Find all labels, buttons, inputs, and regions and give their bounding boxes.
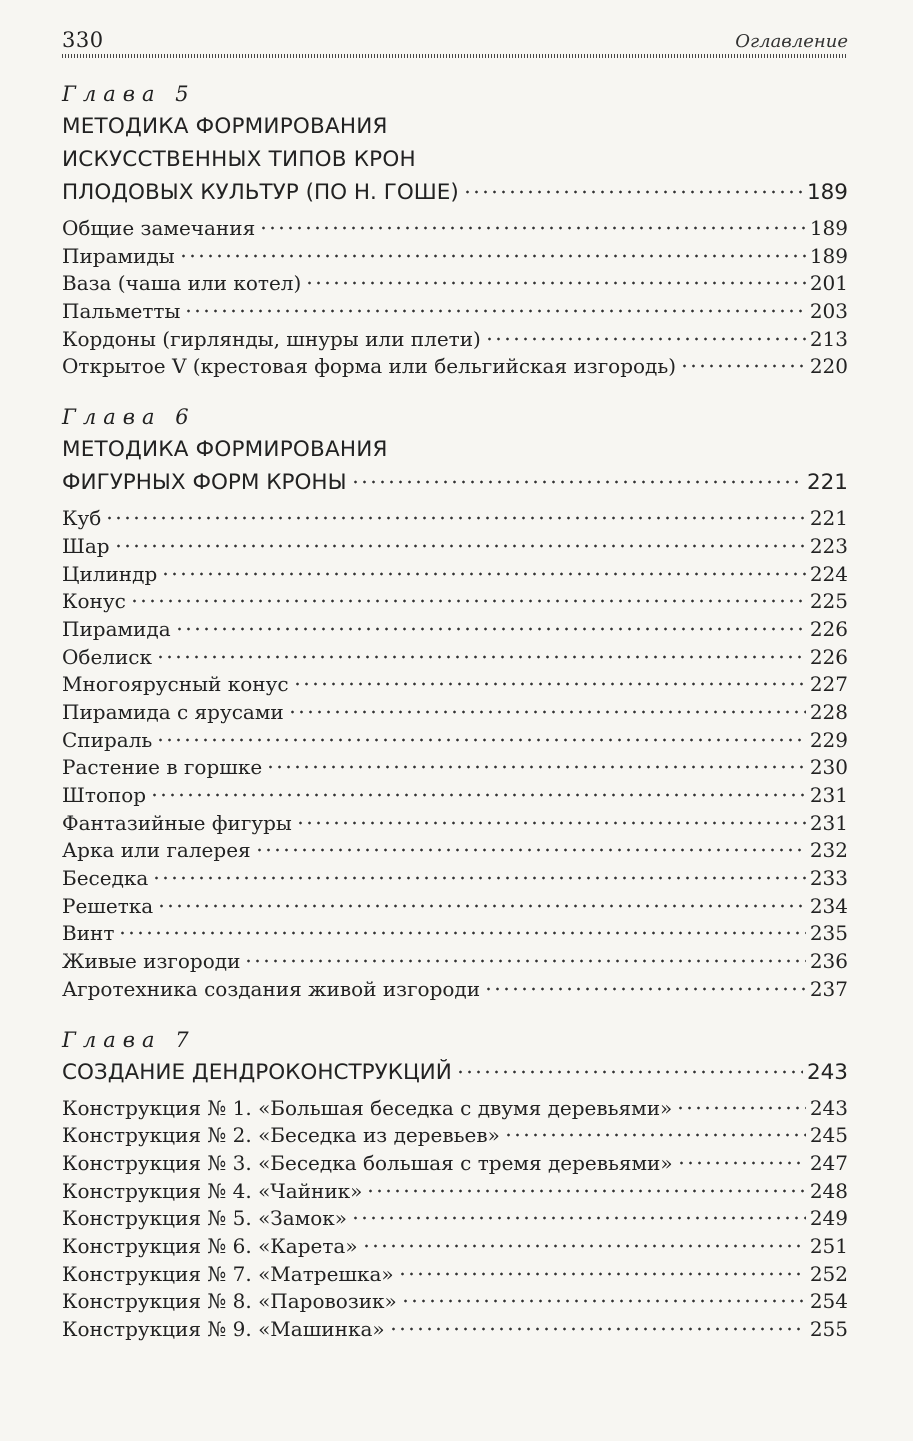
toc-entry[interactable] [62,1288,848,1316]
toc-entry-text: Решетка [62,893,154,918]
dot-leader [389,1326,806,1332]
toc-entry-text: Конструкция № 9. «Машинка» [62,1317,385,1341]
toc-entry[interactable] [62,754,848,782]
dot-leader [401,1298,806,1304]
toc-entry-text: Штопор [62,783,147,807]
dot-leader [266,764,806,770]
toc-entry-text: Спираль [62,727,153,752]
toc-entry-text: Общие замечания [62,216,256,240]
page-number: 330 [62,28,104,52]
chapter-section [62,78,848,381]
chapter-title-entry[interactable] [62,176,848,209]
toc-entry-text: Конструкция № 8. «Паровозик» [62,1289,397,1314]
toc-entry-text: Фантазийные фигуры [62,810,292,835]
dot-leader [161,571,806,577]
toc-entry-text: Агротехника создания живой изгороди [62,976,481,1001]
dot-leader [351,1215,806,1221]
page-ref: 231 [809,810,848,835]
page-ref: 228 [809,699,848,724]
chapter-label: Глава 7 [62,1027,196,1052]
toc-entry[interactable] [62,1261,848,1289]
page [62,18,848,1344]
toc-entry-text: Пирамида [62,616,171,641]
toc-entry[interactable] [62,948,848,976]
toc-entry-text: Пирамиды [62,243,175,268]
page-ref: 213 [809,326,848,351]
toc-entry[interactable] [62,893,848,921]
page-ref: 221 [809,506,848,531]
page-ref: 221 [806,470,848,496]
toc-entry-text: Конструкция № 7. «Матрешка» [62,1261,394,1286]
chapter-label: Глава 5 [62,82,196,106]
dot-leader [456,1069,803,1075]
chapter-title-line: МЕТОДИКА ФОРМИРОВАНИЯ [62,114,388,139]
dot-leader [362,1243,806,1249]
page-ref: 235 [809,921,848,946]
page-ref: 251 [809,1233,848,1258]
dot-leader [305,280,806,286]
toc-entry[interactable] [62,533,848,561]
page-ref: 226 [809,616,848,641]
page-ref: 189 [809,243,848,268]
dot-leader [152,875,806,881]
page-ref: 220 [809,354,848,379]
toc-entry[interactable] [62,920,848,948]
toc-entry-text: Пирамида с ярусами [62,699,284,724]
dot-leader [118,930,805,936]
page-ref: 247 [809,1150,848,1175]
toc-entry[interactable] [62,1205,848,1233]
toc-entry[interactable] [62,243,848,271]
page-ref: 243 [806,1059,848,1085]
chapter-title-line: МЕТОДИКА ФОРМИРОВАНИЯ [62,437,388,463]
toc-entry-text: Ваза (чаша или котел) [62,271,302,296]
page-ref: 224 [809,561,848,586]
toc-entry-text: Конструкция № 4. «Чайник» [62,1178,363,1203]
page-ref: 237 [809,976,848,1001]
toc-entry-text: Цилиндр [62,561,158,586]
page-header [62,18,848,52]
toc-entry[interactable] [62,616,848,644]
entry-list [62,505,848,1003]
entry-list [62,215,848,381]
page-ref: 255 [809,1317,848,1341]
toc-entry-text: Многоярусный конус [62,672,289,697]
toc-entry-text: Куб [62,506,102,531]
toc-entry[interactable] [62,699,848,727]
dot-leader [463,189,803,195]
dot-leader [175,626,806,632]
chapter-title-entry[interactable] [62,1056,848,1089]
toc-entry[interactable] [62,326,848,354]
toc-entry-text: Конструкция № 6. «Карета» [62,1233,358,1258]
page-ref: 203 [809,299,848,324]
page-ref: 189 [806,180,848,205]
dot-leader [156,737,806,743]
toc-entry[interactable] [62,671,848,699]
toc-entry-text: Конус [62,589,126,614]
dot-leader [293,681,806,687]
dot-leader [351,479,803,485]
table-of-contents [62,78,848,1344]
dot-leader [130,598,806,604]
chapter-label: Глава 6 [62,405,196,430]
dot-leader [680,363,806,369]
dot-leader [485,336,806,342]
dot-leader [184,308,805,314]
toc-entry-text: Конструкция № 5. «Замок» [62,1206,348,1231]
page-ref: 189 [809,216,848,240]
dot-leader [484,986,806,992]
chapter-section [62,401,848,1003]
toc-entry[interactable] [62,727,848,755]
chapter-title-text: ПЛОДОВЫХ КУЛЬТУР (ПО Н. ГОШЕ) [62,180,459,205]
toc-entry-text: Растение в горшке [62,755,263,780]
toc-entry-text: Конструкция № 3. «Беседка большая с тремя деревьями» [62,1150,673,1175]
page-ref: 229 [809,727,848,752]
chapter-title-line: ИСКУССТВЕННЫХ ТИПОВ КРОН [62,147,416,172]
page-ref: 236 [809,949,848,974]
toc-entry[interactable] [62,588,848,616]
header-rule [62,54,848,58]
toc-entry-text: Шар [62,533,110,558]
page-ref: 233 [809,866,848,891]
page-ref: 249 [809,1206,848,1231]
toc-entry[interactable] [62,976,848,1004]
dot-leader [150,792,806,798]
toc-entry[interactable] [62,505,848,533]
page-ref: 248 [809,1178,848,1203]
page-ref: 230 [809,755,848,780]
dot-leader [677,1160,806,1166]
dot-leader [296,820,806,826]
page-ref: 201 [809,271,848,296]
page-ref: 252 [809,1261,848,1286]
page-ref: 254 [809,1289,848,1314]
dot-leader [255,847,806,853]
chapter-title-text: СОЗДАНИЕ ДЕНДРОКОНСТРУКЦИЙ [62,1059,452,1085]
chapter-section [62,1024,848,1344]
toc-entry[interactable] [62,1150,848,1178]
page-ref: 223 [809,533,848,558]
dot-leader [114,543,806,549]
dot-leader [179,253,806,259]
chapter-title-entry[interactable] [62,466,848,499]
toc-entry-text: Беседка [62,866,149,891]
toc-entry-text: Конструкция № 2. «Беседка из деревьев» [62,1123,500,1148]
dot-leader [259,225,806,231]
entry-list [62,1095,848,1344]
chapter-title-text: ФИГУРНЫХ ФОРМ КРОНЫ [62,470,347,496]
page-ref: 245 [809,1123,848,1148]
dot-leader [288,709,806,715]
dot-leader [398,1271,806,1277]
page-ref: 231 [809,783,848,807]
toc-entry[interactable] [62,215,848,243]
toc-entry[interactable] [62,1178,848,1206]
toc-entry[interactable] [62,1316,848,1344]
toc-entry-text: Конструкция № 1. «Большая беседка с двумя деревьями» [62,1095,673,1120]
toc-entry-text: Обелиск [62,644,153,669]
toc-entry-text: Кордоны (гирлянды, шнуры или плети) [62,326,481,351]
toc-entry-text: Винт [62,921,115,946]
toc-entry[interactable] [62,1095,848,1123]
toc-entry[interactable] [62,1122,848,1150]
toc-entry-text: Открытое V (крестовая форма или бельгийская изгородь) [62,354,677,379]
page-ref: 227 [809,672,848,697]
toc-entry[interactable] [62,810,848,838]
dot-leader [157,903,806,909]
dot-leader [105,515,806,521]
toc-entry-text: Живые изгороди [62,949,241,974]
toc-entry[interactable] [62,644,848,672]
dot-leader [244,958,805,964]
toc-entry[interactable] [62,865,848,893]
toc-entry[interactable] [62,353,848,381]
toc-entry-text: Пальметты [62,299,181,324]
page-ref: 232 [809,838,848,863]
page-ref: 243 [809,1095,848,1120]
toc-entry[interactable] [62,298,848,326]
running-title: Оглавление [735,31,848,52]
dot-leader [366,1188,805,1194]
dot-leader [676,1105,806,1111]
page-ref: 234 [809,893,848,918]
dot-leader [504,1132,806,1138]
toc-entry-text: Арка или галерея [62,838,251,863]
toc-entry[interactable] [62,561,848,589]
toc-entry[interactable] [62,1233,848,1261]
toc-entry[interactable] [62,837,848,865]
dot-leader [156,654,806,660]
page-ref: 225 [809,589,848,614]
page-ref: 226 [809,644,848,669]
toc-entry[interactable] [62,270,848,298]
toc-entry[interactable] [62,782,848,810]
